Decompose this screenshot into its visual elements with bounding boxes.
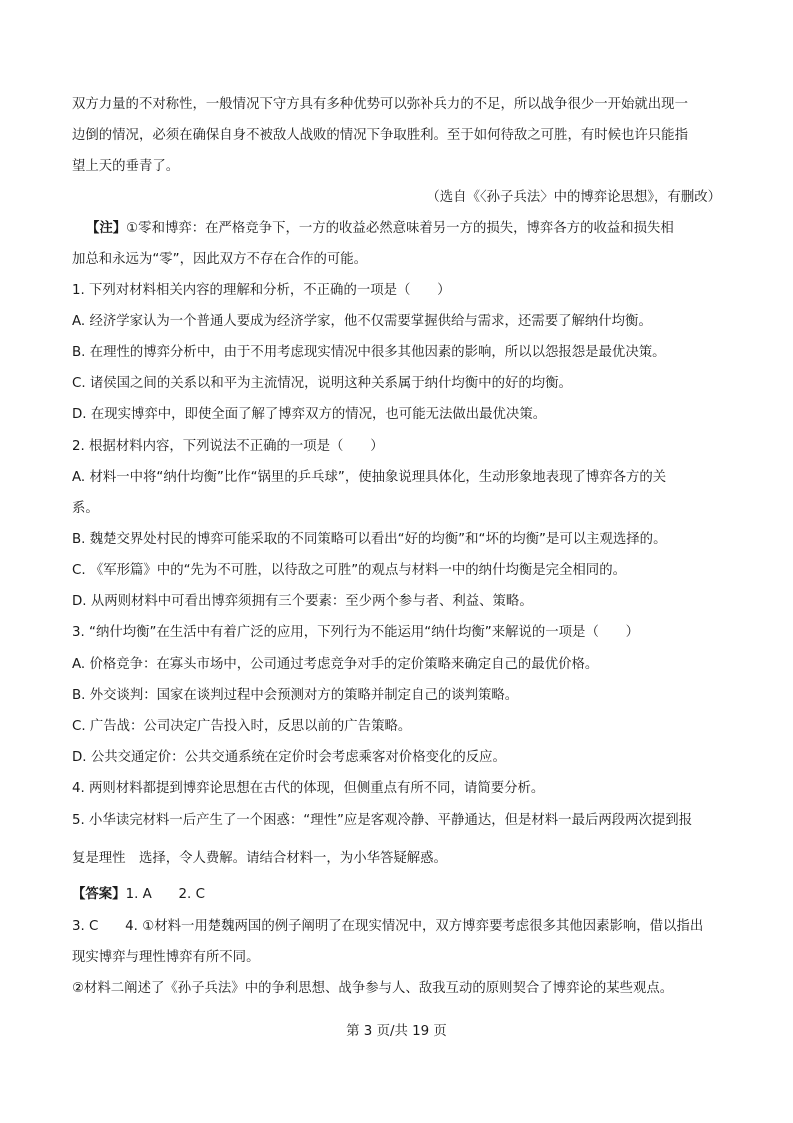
question-5-cont: 复是理性 选择，令人费解。请结合材料一，为小华答疑解惑。: [72, 851, 447, 866]
note-text: ①零和博弈：在严格竞争下，一方的收益必然意味着另一方的损失，博弈各方的收益和损失相: [126, 221, 674, 236]
question-5: 5. 小华读完材料一后产生了一个困惑：“理性”应是客观冷静、平静通达，但是材料一最后两段两次提到报: [72, 813, 693, 828]
q1-option-b: B. 在理性的博弈分析中，由于不用考虑现实情况中很多其他因素的影响，所以以怨报怨是最优决策。: [72, 345, 666, 360]
question-1: 1. 下列对材料相关内容的理解和分析，不正确的一项是（ ）: [72, 283, 451, 298]
note-line: 加总和永远为“零”，因此双方不存在合作的可能。: [72, 252, 368, 267]
body-paragraph-line: 望上天的垂青了。: [72, 159, 180, 174]
q3-option-c: C. 广告战：公司决定广告投入时，反思以前的广告策略。: [72, 719, 412, 734]
q2-option-d: D. 从两则材料中可看出博弈须拥有三个要素：至少两个参与者、利益、策略。: [72, 594, 533, 609]
page-number: 第 3 页/共 19 页: [346, 1024, 447, 1039]
note-label: 【注】: [86, 221, 127, 236]
source-citation: （选自《〈孙子兵法〉中的博弈论思想》，有删改）: [426, 190, 721, 205]
q3-option-d: D. 公共交通定价：公共交通系统在定价时会考虑乘客对价格变化的反应。: [72, 750, 506, 765]
body-paragraph-line: 边倒的情况，必须在确保自身不被敌人战败的情况下争取胜利。至于如何待敌之可胜，有时候也许只能指: [72, 128, 688, 143]
q1-option-d: D. 在现实博弈中，即使全面了解了博弈双方的情况，也可能无法做出最优决策。: [72, 407, 547, 422]
q2-option-a-cont: 系。: [72, 501, 99, 516]
q2-option-b: B. 魏楚交界处村民的博弈可能采取的不同策略可以看出“好的均衡”和“坏的均衡”是可以主观选择的。: [72, 532, 667, 547]
q1-option-a: A. 经济学家认为一个普通人要成为经济学家，他不仅需要掌握供给与需求，还需要了解纳什均衡。: [72, 314, 652, 329]
answer-line: ②材料二阐述了《孙子兵法》中的争利思想、战争参与人、敌我互动的原则契合了博弈论的某些观点。: [72, 981, 674, 996]
answer-line: 3. C 4. ①材料一用楚魏两国的例子阐明了在现实情况中，双方博弈要考虑很多其他因素影响，借以指出: [72, 919, 704, 934]
question-3: 3. “纳什均衡”在生活中有着广泛的应用，下列行为不能运用“纳什均衡”来解说的一项是（ ）: [72, 625, 640, 640]
q3-option-a: A. 价格竞争：在寡头市场中，公司通过考虑竞争对手的定价策略来确定自己的最优价格。: [72, 657, 599, 672]
question-4: 4. 两则材料都提到博弈论思想在古代的体现，但侧重点有所不同，请简要分析。: [72, 781, 545, 796]
body-paragraph-line: 双方力量的不对称性，一般情况下守方具有多种优势可以弥补兵力的不足，所以战争很少一开始就出现一: [72, 97, 688, 112]
q3-option-b: B. 外交谈判：国家在谈判过程中会预测对方的策略并制定自己的谈判策略。: [72, 688, 519, 703]
q1-option-c: C. 诸侯国之间的关系以和平为主流情况，说明这种关系属于纳什均衡中的好的均衡。: [72, 376, 572, 391]
answer-label: 【答案】: [72, 887, 126, 902]
answer-line: 现实博弈与理性博弈有所不同。: [72, 950, 260, 965]
q2-option-c: C. 《军形篇》中的“先为不可胜，以待敌之可胜”的观点与材料一中的纳什均衡是完全相同的。: [72, 563, 626, 578]
note-line: [86, 220, 746, 238]
question-2: 2. 根据材料内容，下列说法不正确的一项是（ ）: [72, 439, 384, 454]
q2-option-a: A. 材料一中将“纳什均衡”比作“锅里的乒乓球”，使抽象说理具体化，生动形象地表现了博弈各方的关: [72, 470, 667, 485]
answer-line: [72, 886, 732, 904]
answer-values: 1. A 2. C: [125, 887, 205, 902]
